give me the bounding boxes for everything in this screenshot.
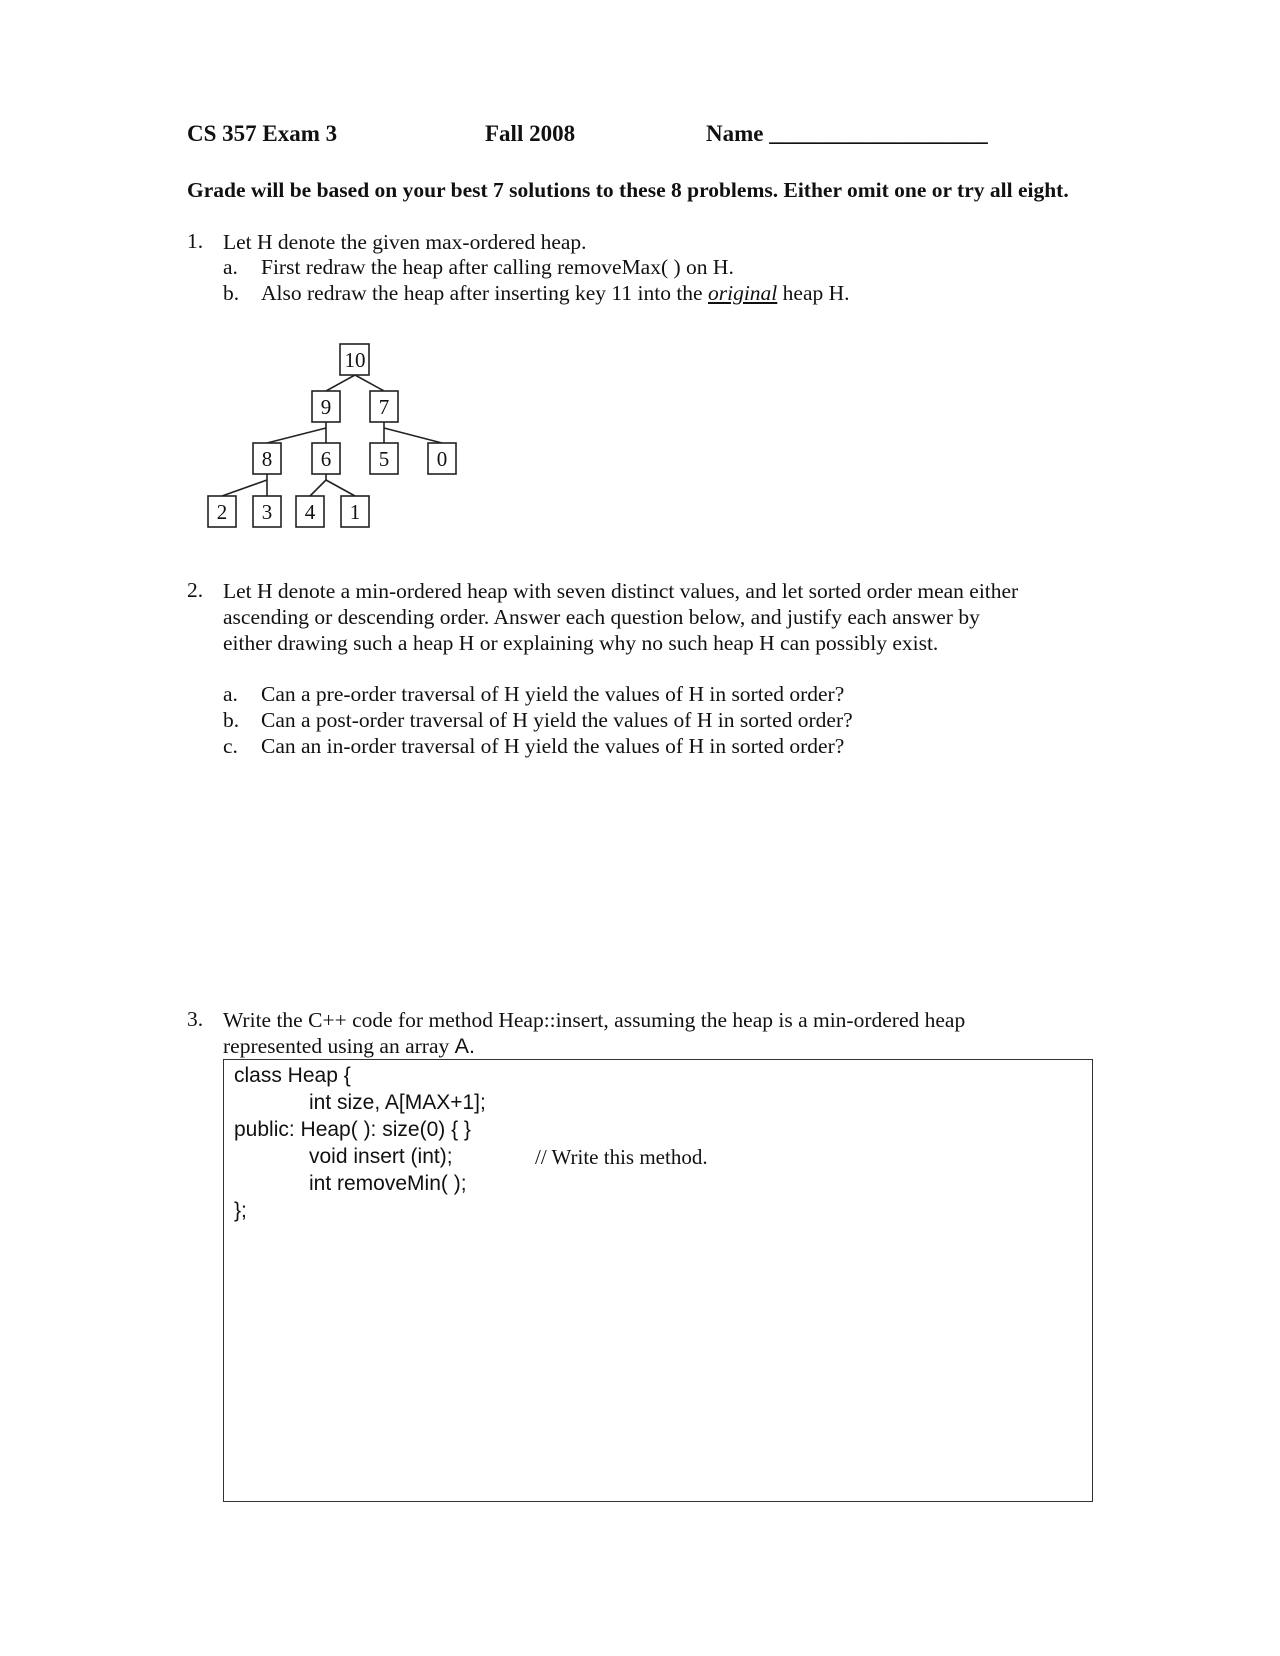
code-line: class Heap { — [234, 1064, 351, 1087]
heap-node: 7 — [378, 395, 390, 419]
part-text: Can a post-order traversal of H yield the values of H in sorted order? — [261, 708, 853, 732]
part-text: First redraw the heap after calling removeMax( ) on H. — [261, 255, 734, 279]
code-comment: // Write this method. — [535, 1145, 708, 1169]
heap-edge — [267, 428, 326, 443]
heap-node: 3 — [261, 500, 273, 524]
problem-text-line: Let H denote a min-ordered heap with seven distinct values, and let sorted order mean either — [223, 579, 1019, 603]
code-line: }; — [234, 1199, 247, 1222]
heap-edge — [384, 428, 442, 443]
part-text: Can a pre-order traversal of H yield the values of H in sorted order? — [261, 682, 845, 706]
heap-node: 9 — [320, 395, 332, 419]
heap-edge — [310, 480, 326, 496]
heap-edge — [222, 480, 267, 496]
problem-text-line — [223, 1033, 475, 1059]
heap-node: 6 — [320, 447, 332, 471]
part-label: a. — [223, 255, 238, 279]
part-text-after: heap H. — [777, 281, 850, 305]
heap-node: 0 — [436, 447, 448, 471]
part-label: c. — [223, 734, 238, 758]
problem-number: 1. — [187, 229, 204, 253]
code-line: void insert (int); — [309, 1145, 453, 1168]
code-line: int removeMin( ); — [309, 1172, 467, 1195]
heap-edge — [355, 375, 384, 391]
code-line: public: Heap( ): size(0) { } — [234, 1118, 471, 1141]
array-name: A. — [454, 1034, 475, 1058]
problem-text: Let H denote the given max-ordered heap. — [223, 230, 587, 254]
problem-text-line: Write the C++ code for method Heap::insert, assuming the heap is a min-ordered heap — [223, 1008, 966, 1032]
heap-node: 5 — [378, 447, 390, 471]
heap-diagram — [0, 0, 1280, 560]
heap-edge — [326, 480, 355, 496]
heap-node: 1 — [349, 500, 361, 524]
heap-node: 4 — [304, 500, 316, 524]
instructions: Grade will be based on your best 7 solutions to these 8 problems. Either omit one or try all eight. — [187, 178, 1069, 202]
emphasis-original: original — [707, 281, 778, 305]
term: Fall 2008 — [485, 121, 576, 146]
problem-number: 3. — [187, 1007, 204, 1031]
problem-text-line: ascending or descending order. Answer each question below, and justify each answer by — [223, 605, 980, 629]
heap-node: 10 — [344, 348, 366, 372]
part-label: b. — [223, 281, 240, 305]
part-label: a. — [223, 682, 238, 706]
heap-node: 8 — [261, 447, 273, 471]
part-text: Can an in-order traversal of H yield the values of H in sorted order? — [261, 734, 845, 758]
name-field[interactable]: Name ___________________ — [706, 121, 988, 146]
heap-edge — [326, 375, 355, 391]
part-label: b. — [223, 708, 240, 732]
heap-node: 2 — [216, 500, 228, 524]
problem-text-line: either drawing such a heap H or explaining why no such heap H can possibly exist. — [223, 631, 939, 655]
code-answer-box[interactable] — [223, 1059, 1093, 1502]
code-line: int size, A[MAX+1]; — [309, 1091, 486, 1114]
course-title: CS 357 Exam 3 — [187, 121, 338, 146]
problem-text: represented using an array — [223, 1034, 455, 1058]
problem-number: 2. — [187, 578, 204, 602]
part-text-before: Also redraw the heap after inserting key 11 into the — [261, 281, 708, 305]
